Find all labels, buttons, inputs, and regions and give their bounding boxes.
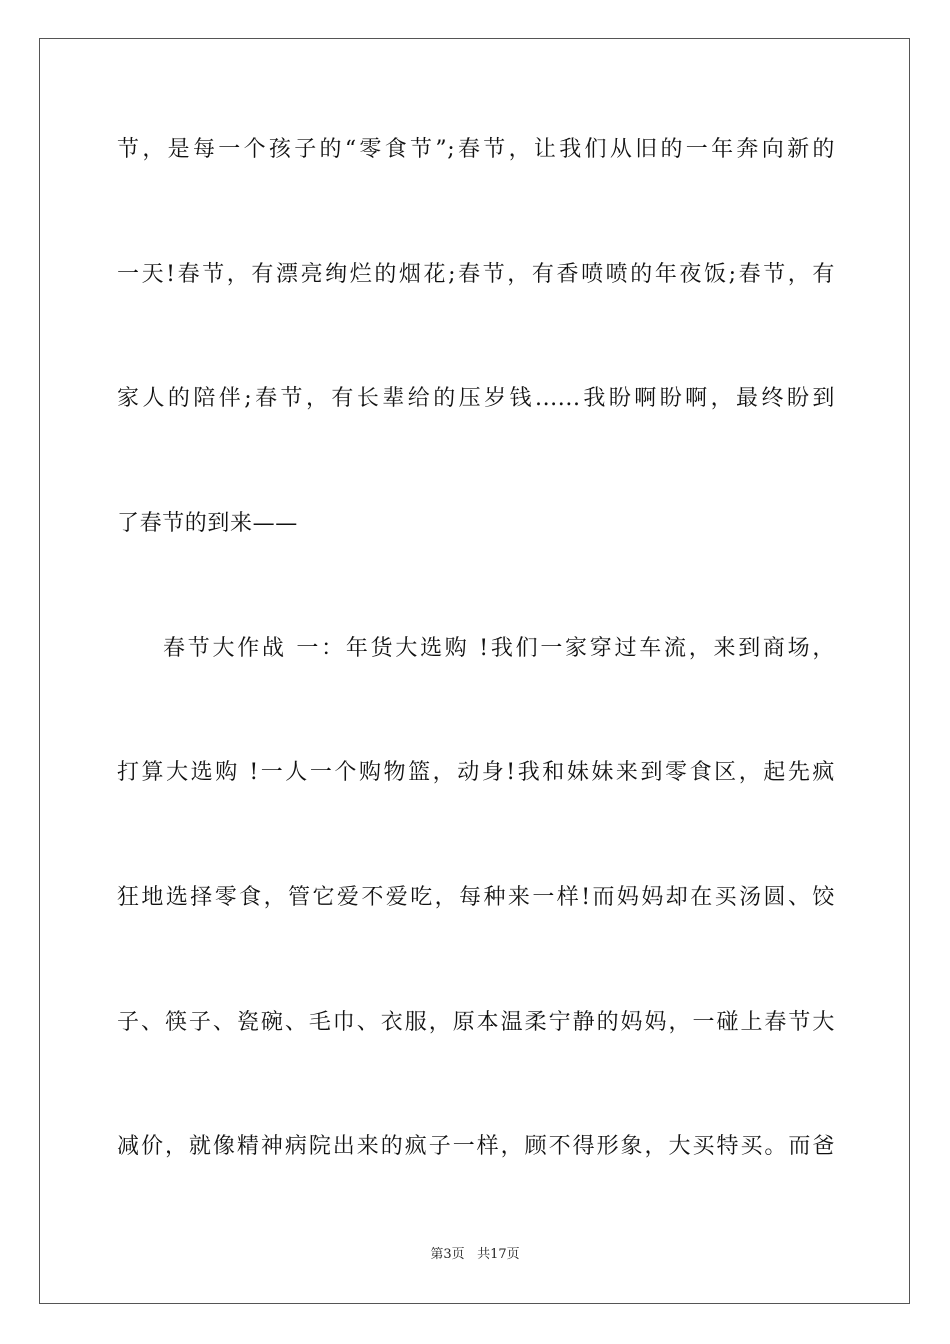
paragraph-line-1: 节，是每一个孩子的“零食节”;春节，让我们从旧的一年奔向新的 [117,137,835,162]
paragraph-line-6: 打算大选购 !一人一个购物篮，动身!我和妹妹来到零食区，起先疯 [117,760,835,785]
page-footer [0,1246,950,1264]
paragraph-line-4: 了春节的到来—— [117,511,298,536]
page-number: 第3页 [430,1247,465,1262]
page-total: 共17页 [477,1247,520,1262]
paragraph-line-3: 家人的陪伴;春节，有长辈给的压岁钱......我盼啊盼啊，最终盼到 [117,386,835,411]
paragraph-line-5: 春节大作战 一：年货大选购 !我们一家穿过车流，来到商场， [163,636,835,661]
paragraph-line-8: 子、筷子、瓷碗、毛巾、衣服，原本温柔宁静的妈妈，一碰上春节大 [117,1010,835,1035]
paragraph-line-2: 一天!春节，有漂亮绚烂的烟花;春节，有香喷喷的年夜饭;春节，有 [117,262,835,287]
page-frame [39,38,910,1304]
paragraph-line-9: 减价，就像精神病院出来的疯子一样，顾不得形象，大买特买。而爸 [117,1134,835,1159]
paragraph-line-7: 狂地选择零食，管它爱不爱吃，每种来一样!而妈妈却在买汤圆、饺 [117,885,835,910]
